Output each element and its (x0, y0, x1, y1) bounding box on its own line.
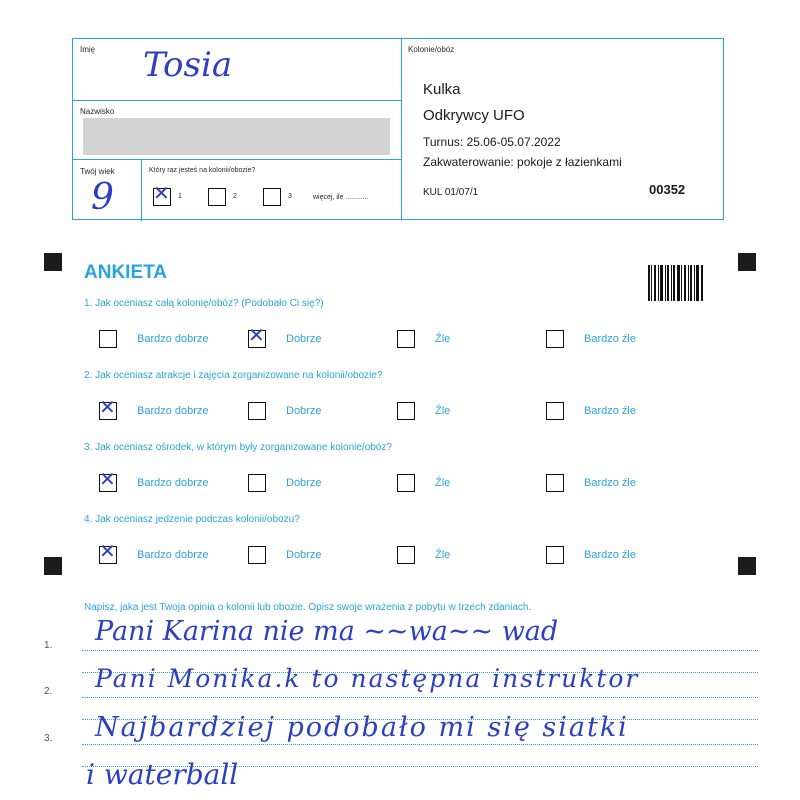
survey-title: ANKIETA (84, 262, 168, 283)
handwriting-line-2[interactable]: Pani Monika.k to następna instruktor (95, 664, 640, 693)
line-number: 1. (44, 640, 53, 651)
rating-option-label: Dobrze (286, 477, 322, 489)
rating-option-label: Dobrze (286, 405, 322, 417)
rating-option-label: Dobrze (286, 333, 322, 345)
rating-checkbox[interactable] (99, 395, 117, 420)
wiek-label: Twój wiek (80, 167, 115, 176)
rating-checkbox[interactable] (546, 330, 564, 348)
barcode (648, 265, 704, 301)
divider (141, 159, 142, 221)
question-text: 4. Jak oceniasz jedzenie podczas kolonii/obozu? (84, 514, 300, 525)
question-text: 1. Jak oceniasz całą kolonię/obóz? (Podobało Ci się?) (84, 298, 324, 309)
header-form (72, 38, 724, 220)
rating-checkbox[interactable] (397, 474, 415, 492)
handwriting-line-4[interactable]: i waterball (86, 758, 239, 791)
camp-program: Odkrywcy UFO (423, 107, 525, 124)
check-mark-icon: ✕ (248, 323, 265, 347)
zakwaterowanie: Zakwaterowanie: pokoje z łazienkami (423, 155, 622, 169)
visit-1-label: 1 (178, 193, 182, 200)
wiecej-label: więcej, ile ............ (313, 194, 369, 201)
form-number: 00352 (649, 182, 686, 197)
visit-3-checkbox[interactable] (263, 188, 281, 206)
rating-checkbox[interactable] (248, 402, 266, 420)
kolonie-label: Kolonie/obóz (408, 45, 455, 54)
divider (401, 39, 402, 219)
registration-marker (738, 253, 756, 271)
rating-option-label: Źle (435, 549, 451, 561)
rating-checkbox[interactable] (248, 546, 266, 564)
question-text: 2. Jak oceniasz atrakcje i zajęcia zorganizowane na kolonii/obozie? (84, 370, 383, 381)
rating-checkbox[interactable] (248, 323, 266, 348)
check-mark-icon: ✕ (99, 395, 116, 419)
question-text: 3. Jak oceniasz ośrodek, w którym były zorganizowane kolonie/obóz? (84, 442, 392, 453)
rating-checkbox[interactable] (397, 330, 415, 348)
rating-option-label: Bardzo źle (584, 333, 636, 345)
writing-line (82, 650, 758, 651)
rating-option-label: Źle (435, 477, 451, 489)
check-mark-icon: ✕ (99, 467, 116, 491)
visit-2-checkbox[interactable] (208, 188, 226, 206)
rating-checkbox[interactable] (546, 546, 564, 564)
camp-code: KUL 01/07/1 (423, 187, 479, 198)
rating-checkbox[interactable] (546, 402, 564, 420)
handwriting-line-1[interactable]: Pani Karina nie ma ~~wa~~ wad (95, 616, 559, 647)
line-number: 2. (44, 686, 53, 697)
visit-2-label: 2 (233, 193, 237, 200)
rating-option-label: Bardzo dobrze (137, 549, 209, 561)
rating-option-label: Bardzo dobrze (137, 405, 209, 417)
redacted-surname (83, 118, 390, 155)
registration-marker (738, 557, 756, 575)
rating-option-label: Bardzo dobrze (137, 477, 209, 489)
writing-line (82, 744, 758, 745)
rating-option-label: Dobrze (286, 549, 322, 561)
divider (73, 100, 401, 101)
rating-checkbox[interactable] (397, 546, 415, 564)
divider (73, 159, 401, 160)
rating-checkbox[interactable] (546, 474, 564, 492)
nazwisko-label: Nazwisko (80, 107, 115, 116)
imie-value[interactable]: Tosia (143, 45, 233, 85)
registration-marker (44, 557, 62, 575)
wiek-value[interactable]: 9 (91, 177, 114, 218)
opinion-prompt: Napisz, jaka jest Twoja opinia o kolonii lub obozie. Opisz swoje wrażenia z pobytu w trzech zdaniach. (84, 602, 532, 613)
line-number: 3. (44, 733, 53, 744)
rating-checkbox[interactable] (99, 539, 117, 564)
rating-checkbox[interactable] (99, 467, 117, 492)
ktory-raz-label: Który raz jesteś na kolonii/obozie? (149, 167, 256, 174)
rating-option-label: Bardzo źle (584, 405, 636, 417)
visit-1-checkbox[interactable]: ✕ (153, 181, 170, 205)
handwriting-line-3[interactable]: Najbardziej podobało mi się siatki (95, 712, 629, 743)
rating-option-label: Źle (435, 333, 451, 345)
writing-line (82, 697, 758, 698)
rating-option-label: Bardzo dobrze (137, 333, 209, 345)
rating-option-label: Źle (435, 405, 451, 417)
rating-option-label: Bardzo źle (584, 549, 636, 561)
turnus: Turnus: 25.06-05.07.2022 (423, 135, 561, 149)
rating-checkbox[interactable] (99, 330, 117, 348)
rating-checkbox[interactable] (397, 402, 415, 420)
rating-option-label: Bardzo źle (584, 477, 636, 489)
visit-3-label: 3 (288, 193, 292, 200)
camp-name: Kulka (423, 81, 461, 98)
imie-label: Imię (80, 45, 96, 54)
check-mark-icon: ✕ (99, 539, 116, 563)
registration-marker (44, 253, 62, 271)
rating-checkbox[interactable] (248, 474, 266, 492)
